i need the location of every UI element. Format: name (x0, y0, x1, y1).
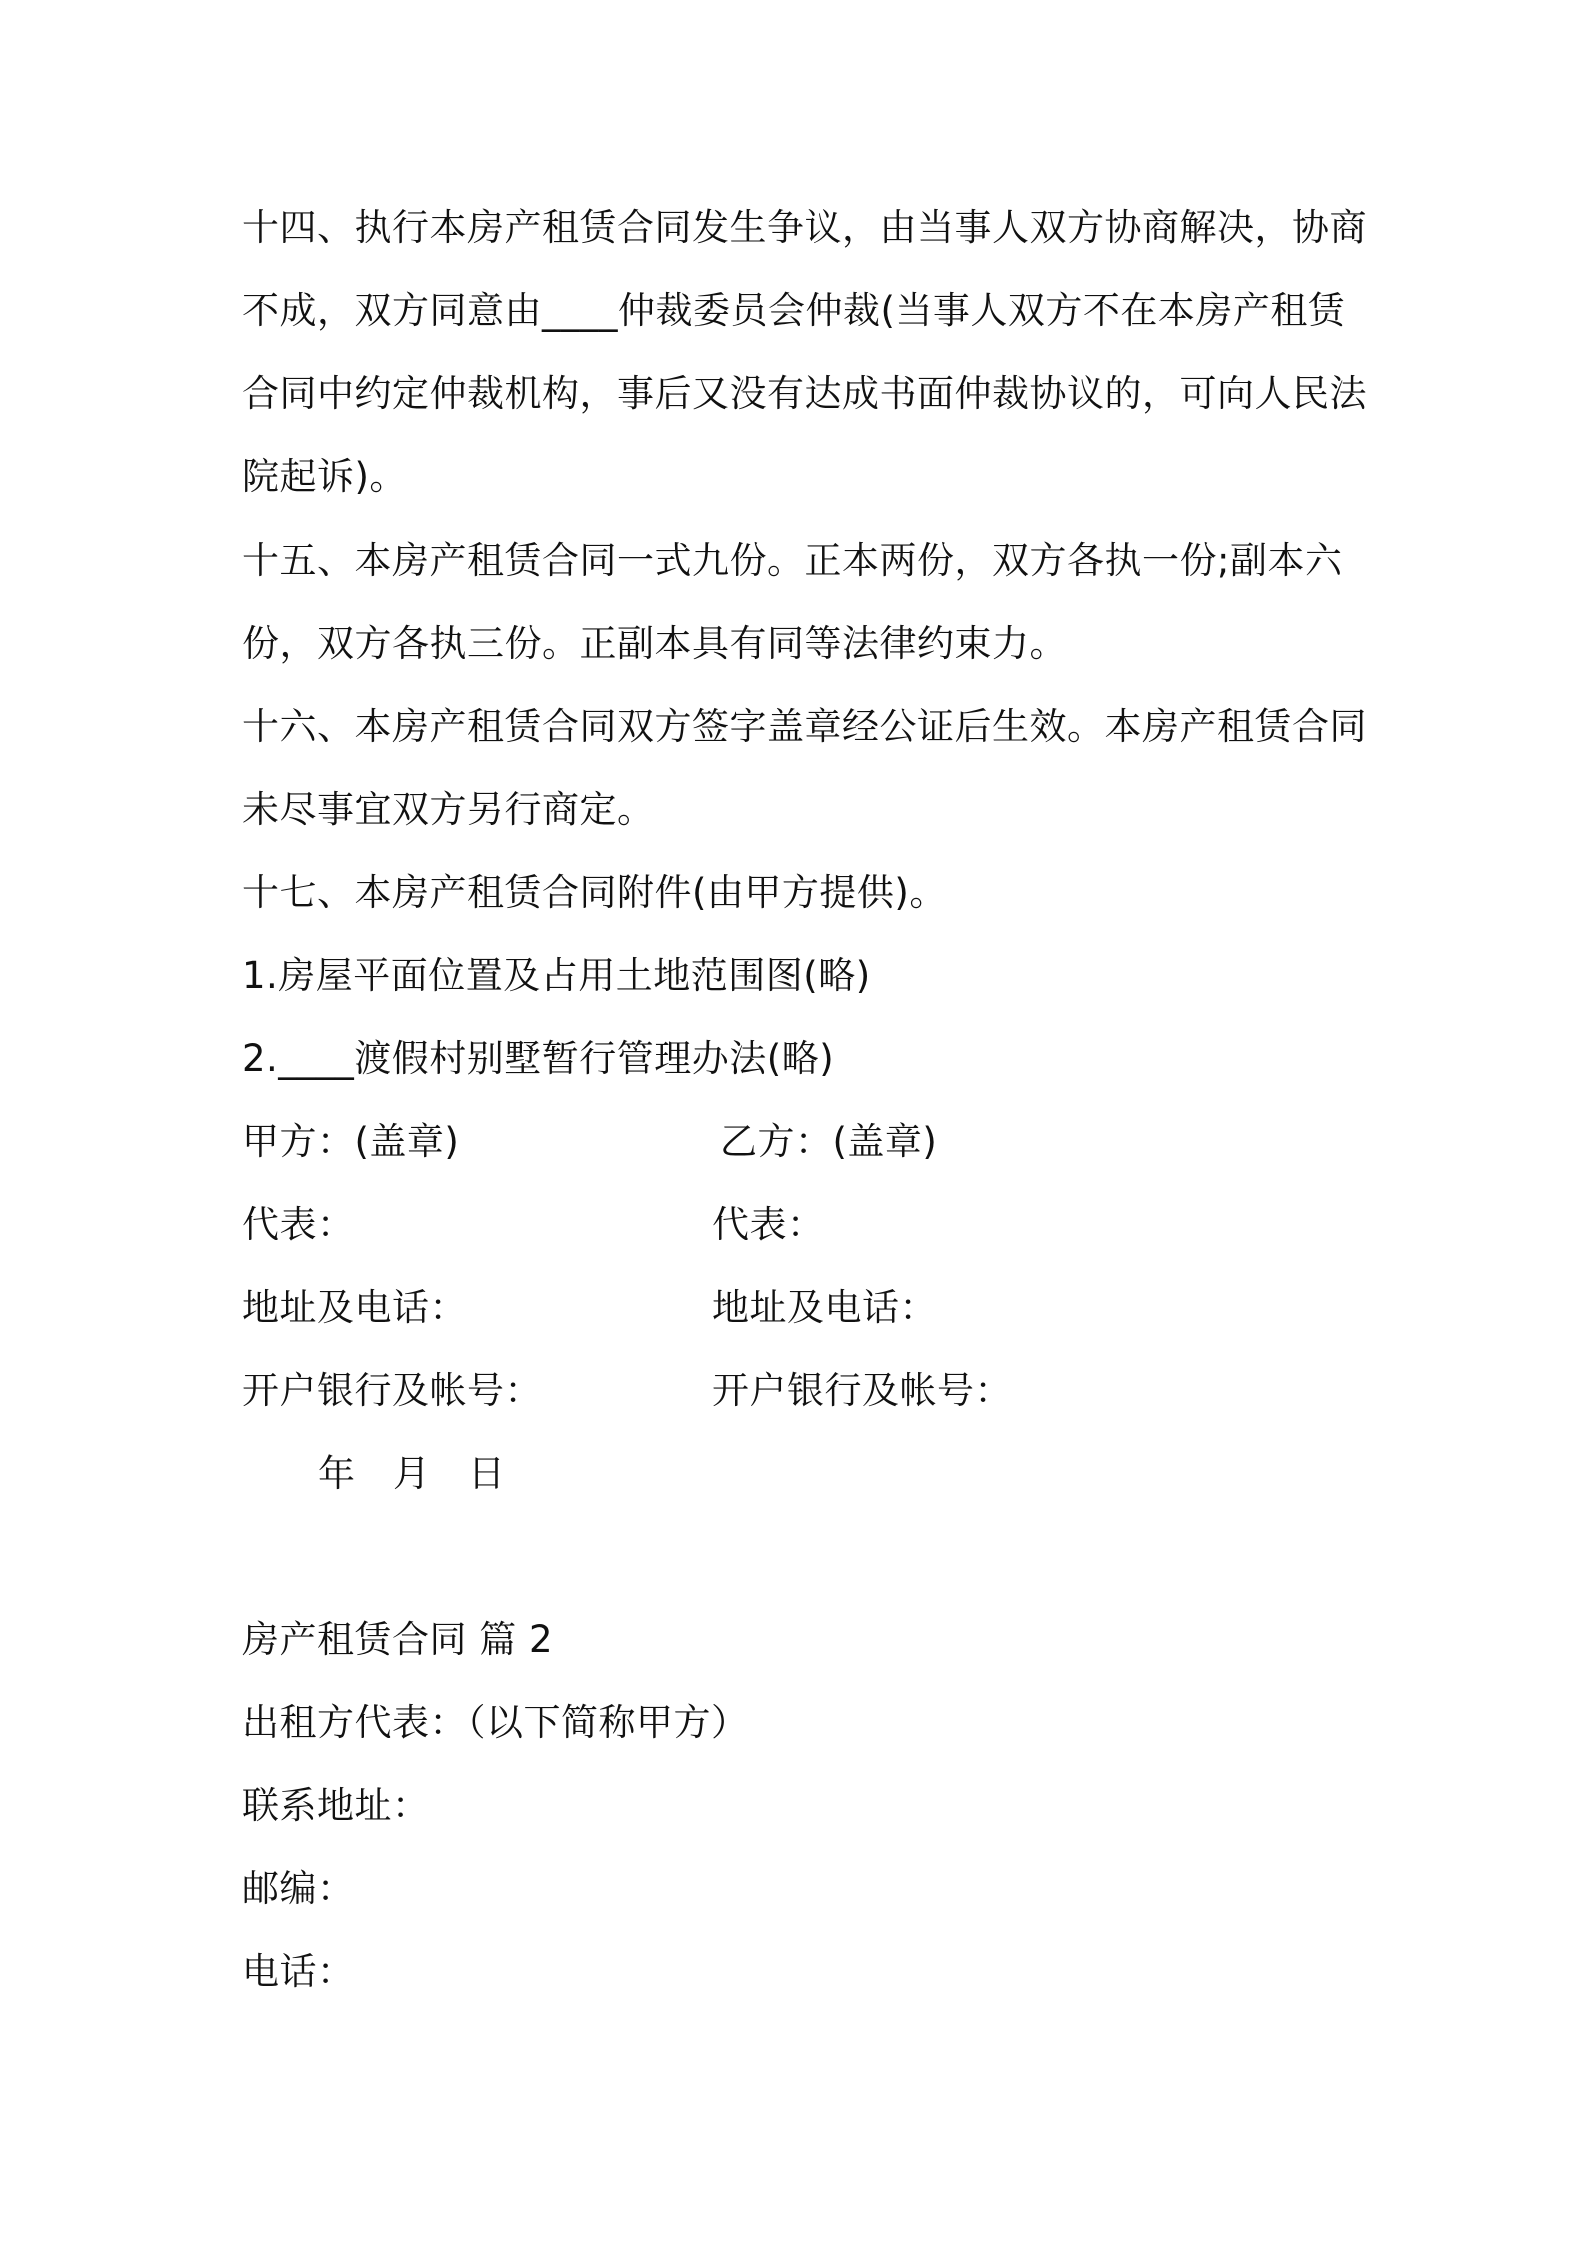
party-a-address-phone: 地址及电话： (242, 1286, 467, 1329)
clause-15-line-1: 十五、本房产租赁合同一式九份。正本两份，双方各执一份;副本六 (242, 539, 1343, 582)
clause-17-line-1: 十七、本房产租赁合同附件(由甲方提供)。 (242, 871, 947, 914)
phone: 电话： (242, 1950, 355, 1993)
party-b-seal: 乙方：(盖章) (720, 1120, 938, 1163)
clause-16-line-1: 十六、本房产租赁合同双方签字盖章经公证后生效。本房产租赁合同 (242, 705, 1367, 748)
section-2-title: 房产租赁合同 篇 2 (242, 1618, 554, 1661)
clause-14-line-4: 院起诉)。 (242, 455, 407, 498)
lessor-representative: 出租方代表：（以下简称甲方） (242, 1701, 749, 1744)
contact-address: 联系地址： (242, 1784, 430, 1827)
party-b-representative: 代表： (712, 1203, 825, 1246)
party-a-seal: 甲方：(盖章) (242, 1120, 460, 1163)
signature-date: 年 月 日 (318, 1452, 506, 1495)
clause-16-line-2: 未尽事宜双方另行商定。 (242, 788, 655, 831)
party-a-representative: 代表： (242, 1203, 355, 1246)
postcode: 邮编： (242, 1867, 355, 1910)
clause-14-line-1: 十四、执行本房产租赁合同发生争议，由当事人双方协商解决，协商 (242, 206, 1367, 249)
clause-14-line-2: 不成，双方同意由____仲裁委员会仲裁(当事人双方不在本房产租赁 (242, 289, 1346, 332)
attachment-2: 2.____渡假村别墅暂行管理办法(略) (242, 1037, 835, 1080)
clause-14-line-3: 合同中约定仲裁机构，事后又没有达成书面仲裁协议的，可向人民法 (242, 372, 1367, 415)
attachment-1: 1.房屋平面位置及占用土地范围图(略) (242, 954, 871, 997)
party-b-bank-account: 开户银行及帐号： (712, 1369, 1012, 1412)
clause-15-line-2: 份，双方各执三份。正副本具有同等法律约束力。 (242, 622, 1067, 665)
party-b-address-phone: 地址及电话： (712, 1286, 937, 1329)
party-a-bank-account: 开户银行及帐号： (242, 1369, 542, 1412)
